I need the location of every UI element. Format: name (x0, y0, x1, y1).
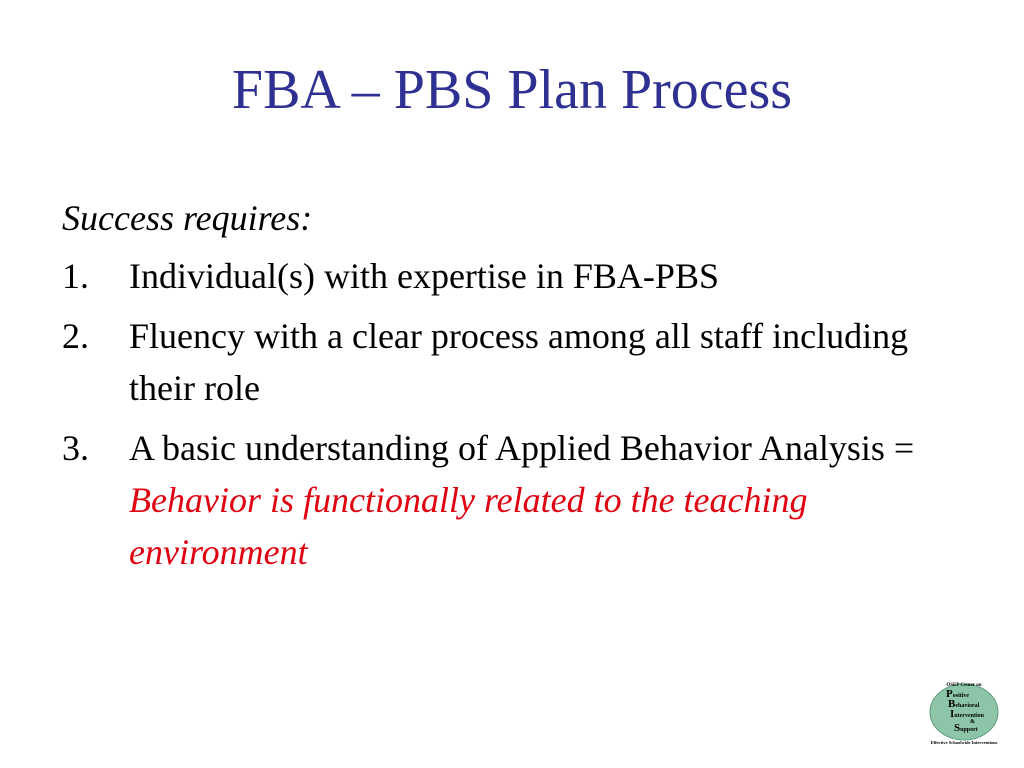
logo-rest: & (970, 719, 975, 725)
list-text-with-highlight (129, 422, 982, 578)
list-number: 3. (62, 428, 89, 468)
highlight-text: Behavior is functionally related to the teaching environment (129, 480, 808, 572)
list-number: 1. (62, 256, 89, 296)
list-item (62, 310, 982, 414)
logo-ampersand (970, 719, 975, 725)
logo-initial: S (954, 722, 961, 734)
list-text: Fluency with a clear process among all staff including their role (129, 316, 909, 408)
logo-rest: ntervention (954, 713, 984, 719)
logo-initial: P (946, 688, 953, 700)
list-item (62, 422, 982, 578)
list-text: Individual(s) with expertise in FBA-PBS (129, 256, 719, 296)
logo-tagline: Effective Schoolwide Interventions (930, 740, 998, 745)
logo-initial: B (948, 698, 956, 710)
intro-text: Success requires: (62, 198, 313, 238)
logo-initial: I (950, 708, 955, 720)
logo-top-text: OSEP Center on (946, 683, 982, 688)
slide-content (62, 192, 982, 586)
logo-rest: upport (960, 727, 978, 733)
logo-rest: ehavioral (955, 703, 980, 709)
list-text: A basic understanding of Applied Behavior Analysis = (129, 428, 915, 468)
logo-rest: ositive (952, 693, 970, 699)
pbis-logo (922, 680, 1006, 746)
list-item (62, 250, 982, 302)
list-number: 2. (62, 316, 89, 356)
slide-title: FBA – PBS Plan Process (231, 59, 793, 121)
